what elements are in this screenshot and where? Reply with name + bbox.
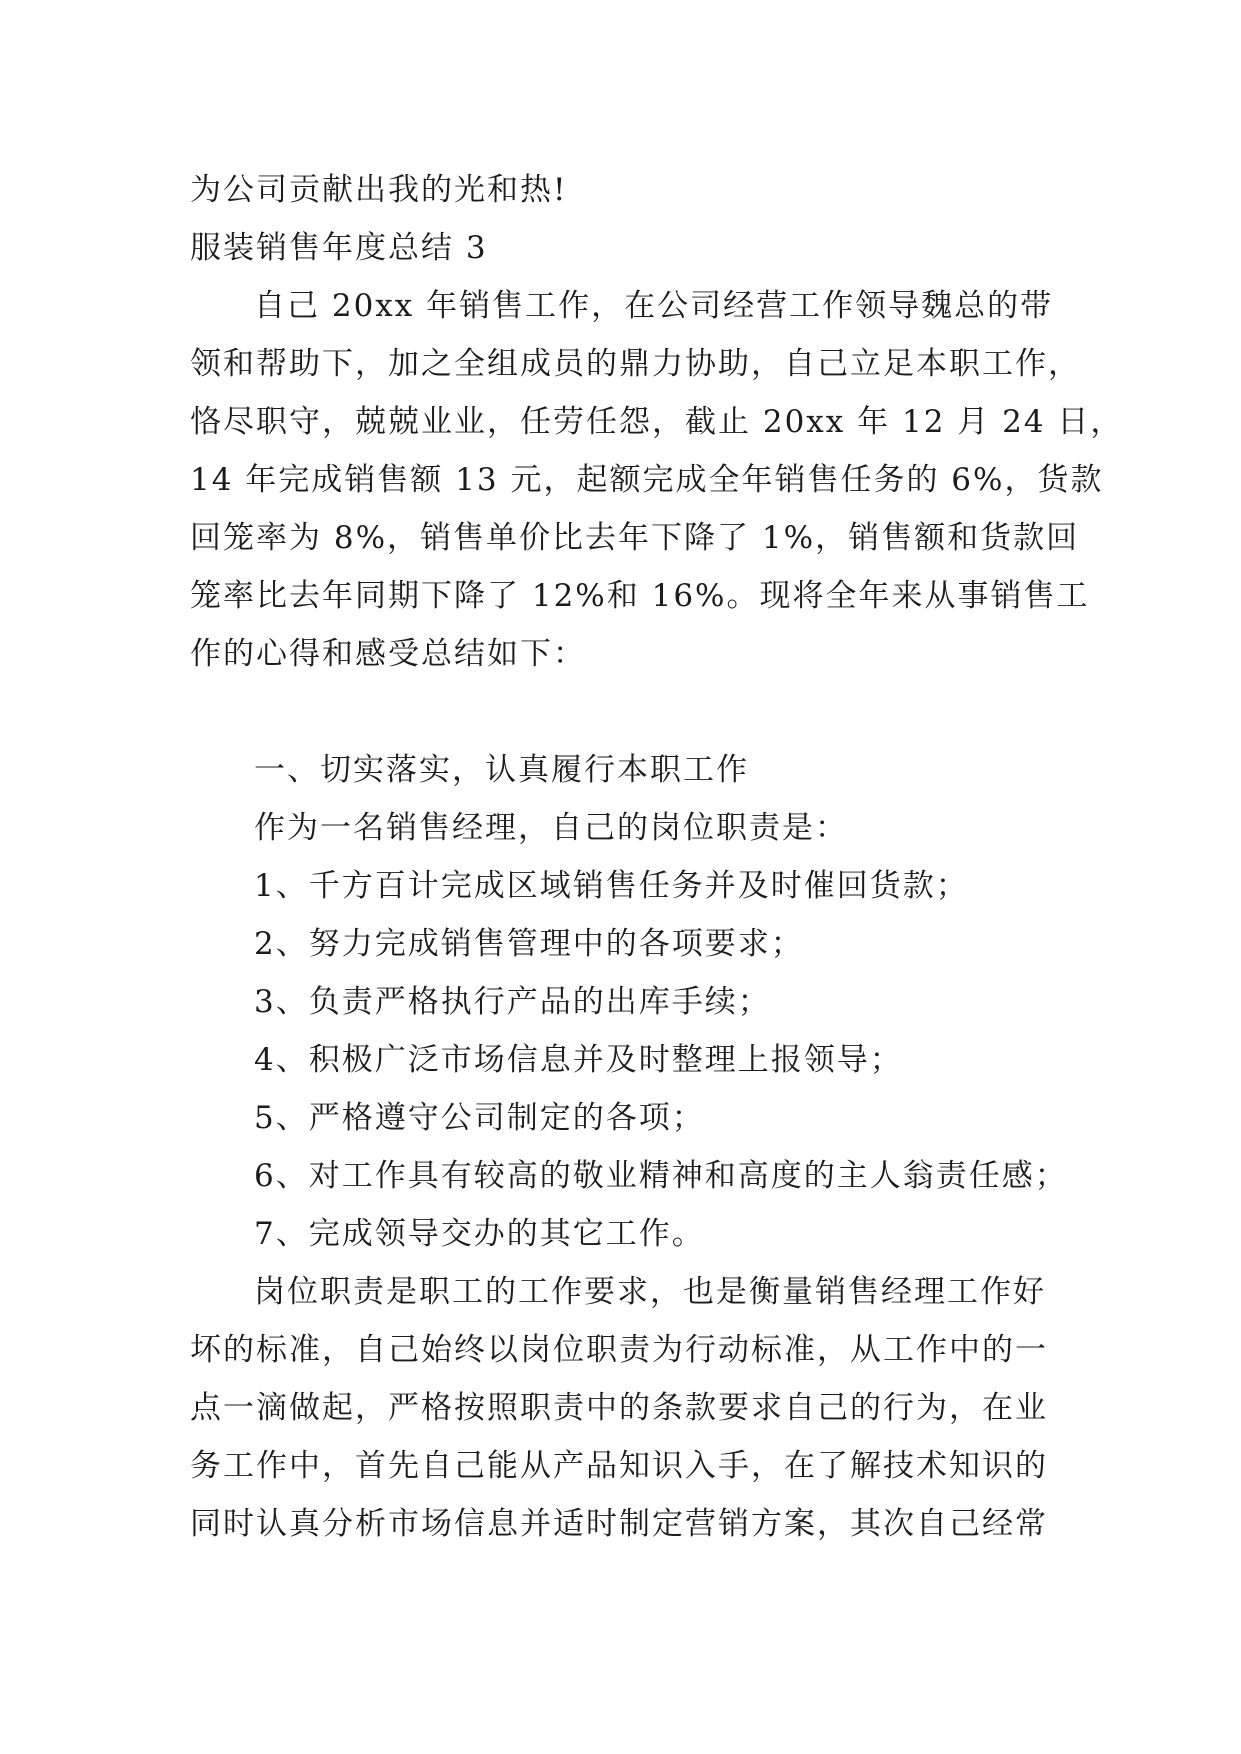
paragraph2-line: 岗位职责是职工的工作要求，也是衡量销售经理工作好	[254, 1274, 1046, 1310]
paragraph1-line: 领和帮助下，加之全组成员的鼎力协助，自己立足本职工作，	[190, 346, 1081, 382]
paragraph1-line: 作的心得和感受总结如下：	[190, 636, 586, 672]
duty-item: 1、千方百计完成区域销售任务并及时催回货款；	[254, 868, 969, 904]
paragraph1-line: 自己 20xx 年销售工作，在公司经营工作领导魏总的带	[254, 288, 1054, 324]
duties-intro: 作为一名销售经理，自己的岗位职责是：	[254, 810, 848, 846]
paragraph1-line: 14 年完成销售额 13 元，起额完成全年销售任务的 6%，货款	[190, 462, 1104, 498]
paragraph1-line: 笼率比去年同期下降了 12%和 16%。现将全年来从事销售工	[190, 578, 1090, 614]
duty-item: 5、严格遵守公司制定的各项；	[254, 1100, 705, 1136]
duty-item: 4、积极广泛市场信息并及时整理上报领导；	[254, 1042, 903, 1078]
paragraph2-line: 务工作中，首先自己能从产品知识入手，在了解技术知识的	[190, 1448, 1048, 1484]
section-title: 服装销售年度总结 3	[190, 230, 488, 266]
intro-line: 为公司贡献出我的光和热!	[190, 172, 568, 208]
duty-item: 6、对工作具有较高的敬业精神和高度的主人翁责任感；	[254, 1158, 1068, 1194]
duty-item: 3、负责严格执行产品的出库手续；	[254, 984, 771, 1020]
paragraph1-line: 恪尽职守，兢兢业业，任劳任怨，截止 20xx 年 12 月 24 日，	[190, 404, 1124, 440]
paragraph2-line: 点一滴做起，严格按照职责中的条款要求自己的行为，在业	[190, 1390, 1048, 1426]
duty-item: 7、完成领导交办的其它工作。	[254, 1216, 705, 1252]
paragraph1-line: 回笼率为 8%，销售单价比去年下降了 1%，销售额和货款回	[190, 520, 1080, 556]
paragraph2-line: 同时认真分析市场信息并适时制定营销方案，其次自己经常	[190, 1506, 1048, 1542]
paragraph2-line: 坏的标准，自己始终以岗位职责为行动标准，从工作中的一	[190, 1332, 1048, 1368]
duty-item: 2、努力完成销售管理中的各项要求；	[254, 926, 804, 962]
heading-1: 一、切实落实，认真履行本职工作	[254, 752, 749, 788]
